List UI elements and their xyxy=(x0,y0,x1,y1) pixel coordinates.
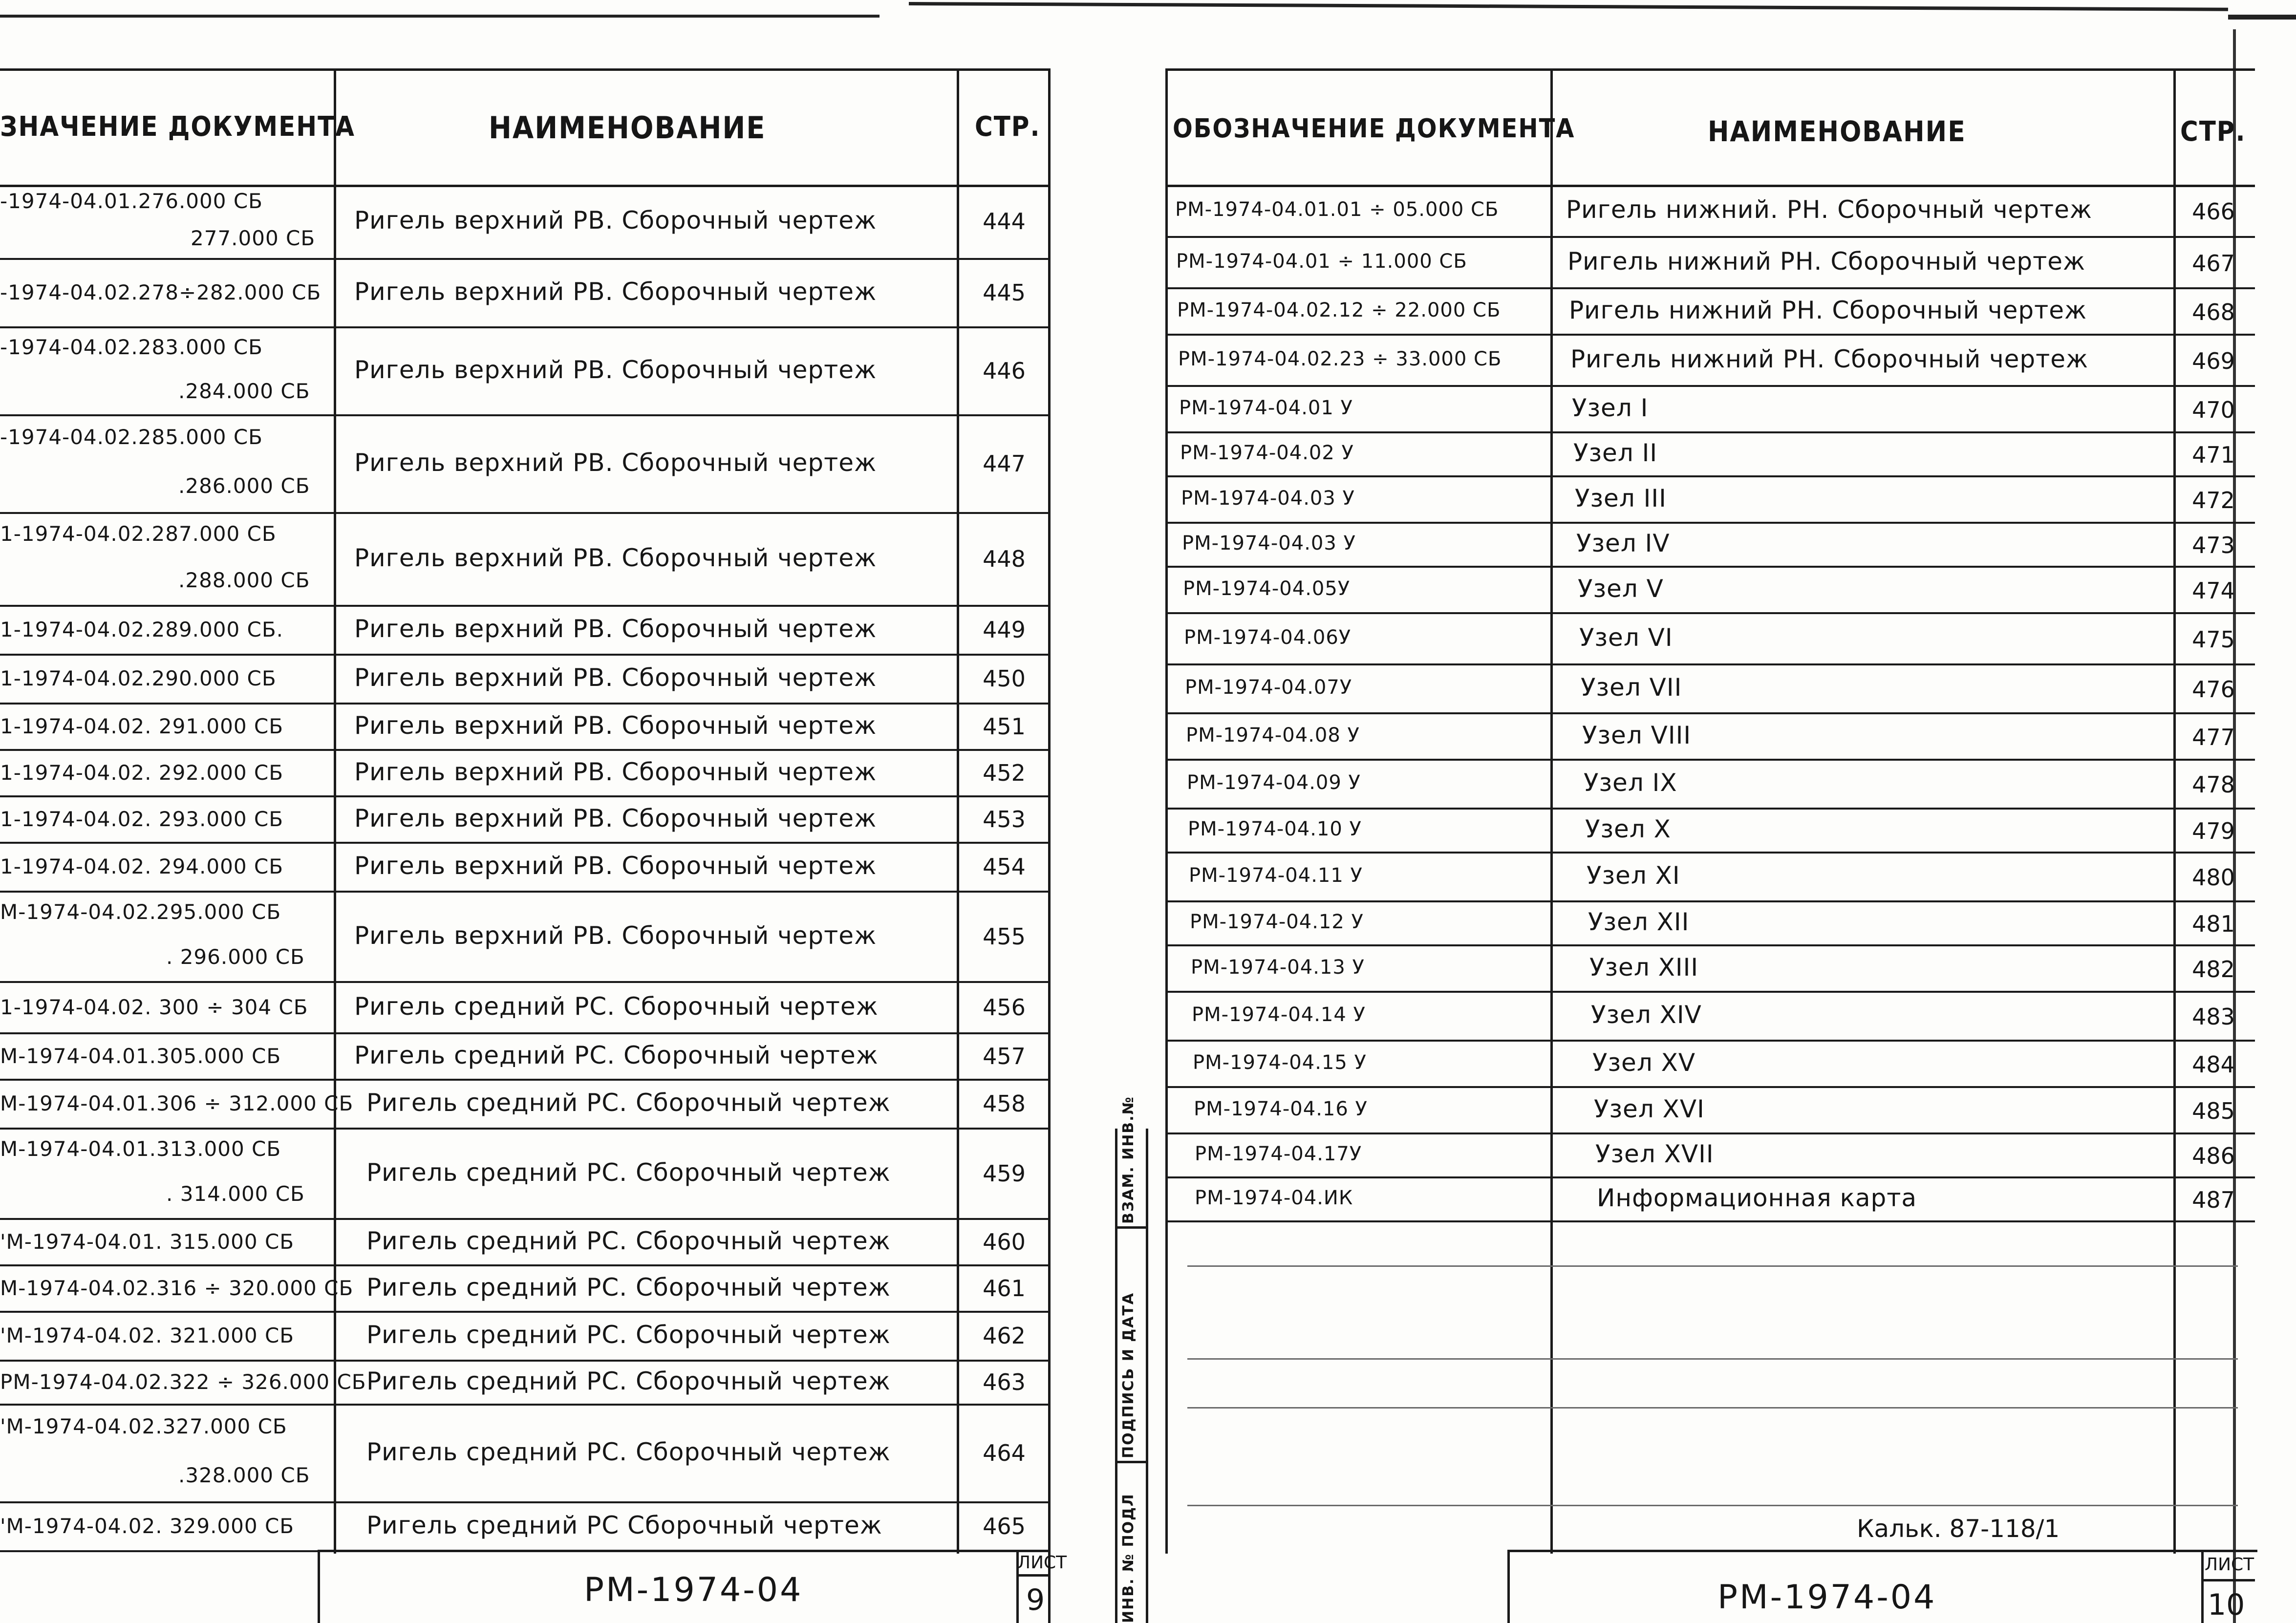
left-sheet-label: ЛИСТ xyxy=(1017,1553,1067,1573)
row-page: 480 xyxy=(2192,864,2235,891)
row-designation-cont: .284.000 СБ xyxy=(178,379,310,403)
table-row-rule xyxy=(0,1264,1051,1266)
top-border-corner xyxy=(2228,15,2296,20)
row-name: Ригель нижний РН. Сборочный чертеж xyxy=(1570,344,2089,373)
row-name: Ригель верхний РВ. Сборочный чертеж xyxy=(354,206,877,235)
row-name: Ригель средний РС. Сборочный чертеж xyxy=(366,1158,891,1187)
row-page: 452 xyxy=(983,759,1026,786)
row-name: Ригель верхний РВ. Сборочный чертеж xyxy=(354,663,877,692)
row-page: 473 xyxy=(2192,532,2235,558)
row-designation-cont: .328.000 СБ xyxy=(178,1463,310,1487)
top-border-left xyxy=(0,15,880,18)
row-name: Узел XVI xyxy=(1594,1094,1705,1123)
row-name: Ригель верхний РВ. Сборочный чертеж xyxy=(354,356,877,384)
right-sheet-label: ЛИСТ xyxy=(2205,1555,2254,1575)
row-designation: 1-1974-04.02. 292.000 СБ xyxy=(0,760,284,785)
right-header-designation: ОБОЗНАЧЕНИЕ ДОКУМЕНТА xyxy=(1173,113,1575,144)
left-table-header-bottom xyxy=(0,185,1051,187)
row-name: Ригель верхний РВ. Сборочный чертеж xyxy=(354,921,877,950)
margin-sep-1 xyxy=(1115,1226,1148,1229)
left-sheet-box-mid xyxy=(1016,1574,1051,1577)
row-designation: РМ-1974-04.16 У xyxy=(1194,1097,1368,1120)
table-row-rule xyxy=(1168,1132,2255,1134)
row-page: 445 xyxy=(983,279,1026,306)
table-row-rule xyxy=(0,1128,1051,1130)
row-page: 459 xyxy=(983,1160,1026,1187)
row-designation: 1-1974-04.02. 291.000 СБ xyxy=(0,714,284,738)
table-row-rule xyxy=(0,605,1051,607)
row-name: Ригель верхний РВ. Сборочный чертеж xyxy=(354,448,877,477)
row-page: 481 xyxy=(2192,911,2235,937)
table-row-rule xyxy=(0,891,1051,893)
left-header-page: СТР. xyxy=(975,110,1041,143)
table-row-rule xyxy=(0,749,1051,751)
margin-line-right xyxy=(1146,1129,1148,1623)
row-page: 451 xyxy=(983,713,1026,740)
row-page: 471 xyxy=(2192,442,2235,468)
row-page: 460 xyxy=(983,1228,1026,1255)
calc-reference: Кальк. 87-118/1 xyxy=(1857,1515,2060,1543)
row-designation: РМ-1974-04.01 ÷ 11.000 СБ xyxy=(1176,250,1467,273)
row-page: 476 xyxy=(2192,676,2235,703)
row-designation: М-1974-04.01.305.000 СБ xyxy=(0,1044,281,1068)
table-row-rule xyxy=(1168,663,2255,665)
row-designation: РМ-1974-04.15 У xyxy=(1193,1051,1367,1074)
right-header-page: СТР. xyxy=(2180,115,2246,148)
row-designation: РМ-1974-04.12 У xyxy=(1190,911,1364,933)
right-sheet-box-left xyxy=(2201,1550,2204,1623)
margin-label-inv: ИНВ. № ПОДЛ xyxy=(1120,1493,1137,1623)
row-name: Ригель верхний РВ. Сборочный чертеж xyxy=(354,852,877,880)
right-col-divider-1 xyxy=(1550,68,1553,1554)
row-name: Ригель средний РС. Сборочный чертеж xyxy=(366,1321,891,1349)
table-row-rule xyxy=(0,703,1051,705)
right-table-left xyxy=(1165,68,1168,1554)
table-row-rule xyxy=(0,654,1051,656)
table-row-rule xyxy=(0,326,1051,328)
table-row-rule xyxy=(0,981,1051,983)
row-designation-cont: .288.000 СБ xyxy=(178,568,310,592)
row-page: 472 xyxy=(2192,487,2235,513)
row-page: 448 xyxy=(983,546,1026,572)
row-page: 454 xyxy=(983,854,1026,880)
table-row-rule xyxy=(1168,852,2255,854)
row-page: 446 xyxy=(983,358,1026,384)
table-row-rule xyxy=(0,512,1051,514)
row-page: 447 xyxy=(983,450,1026,477)
table-row-rule xyxy=(1168,566,2255,568)
row-name: Узел I xyxy=(1572,393,1649,422)
row-designation-cont: 277.000 СБ xyxy=(191,226,316,251)
row-page: 444 xyxy=(983,208,1026,235)
row-name: Ригель средний РС. Сборочный чертеж xyxy=(354,992,879,1021)
table-row-rule xyxy=(1168,612,2255,614)
table-row-rule xyxy=(1168,287,2255,289)
row-page: 449 xyxy=(983,617,1026,643)
row-name: Ригель средний РС Сборочный чертеж xyxy=(366,1511,882,1539)
row-name: Узел VI xyxy=(1579,623,1673,652)
left-header-designation: ЗНАЧЕНИЕ ДОКУМЕНТА xyxy=(0,110,355,143)
row-page: 450 xyxy=(983,665,1026,692)
empty-rule xyxy=(1187,1265,2238,1267)
row-designation: 'М-1974-04.02. 321.000 СБ xyxy=(0,1324,295,1347)
row-designation: РМ-1974-04.07У xyxy=(1185,676,1352,699)
row-page: 455 xyxy=(983,923,1026,950)
row-designation: М-1974-04.02.316 ÷ 320.000 СБ xyxy=(0,1276,354,1300)
row-page: 475 xyxy=(2192,626,2235,653)
row-page: 482 xyxy=(2192,956,2235,982)
row-designation: РМ-1974-04.03 У xyxy=(1181,487,1355,510)
row-page: 453 xyxy=(983,806,1026,833)
row-name: Ригель средний РС. Сборочный чертеж xyxy=(366,1367,891,1395)
row-name: Ригель нижний. РН. Сборочный чертеж xyxy=(1566,195,2092,224)
row-page: 458 xyxy=(983,1090,1026,1117)
row-name: Узел IV xyxy=(1576,529,1670,557)
right-sheet-number: 10 xyxy=(2208,1588,2245,1622)
row-name: Узел VII xyxy=(1581,673,1682,702)
row-name: Ригель верхний РВ. Сборочный чертеж xyxy=(354,615,877,643)
row-page: 477 xyxy=(2192,724,2235,750)
row-name: Узел X xyxy=(1585,815,1671,843)
right-header-name: НАИМЕНОВАНИЕ xyxy=(1708,115,1966,149)
table-row-rule xyxy=(0,414,1051,416)
table-row-rule xyxy=(1168,385,2255,387)
row-designation: РМ-1974-04.03 У xyxy=(1182,532,1356,555)
table-row-rule xyxy=(0,795,1051,797)
row-page: 478 xyxy=(2192,771,2235,798)
empty-rule xyxy=(1187,1358,2238,1360)
row-designation: М-1974-04.01.306 ÷ 312.000 СБ xyxy=(0,1091,354,1115)
row-name: Ригель нижний РН. Сборочный чертеж xyxy=(1569,296,2087,324)
row-designation: РМ-1974-04.ИК xyxy=(1195,1187,1353,1209)
table-row-rule xyxy=(1168,900,2255,902)
row-designation: 1-1974-04.02. 294.000 СБ xyxy=(0,854,284,878)
row-designation-cont: . 314.000 СБ xyxy=(166,1182,305,1206)
row-name: Ригель верхний РВ. Сборочный чертеж xyxy=(354,544,877,572)
left-stamp-left xyxy=(318,1551,320,1623)
row-designation: РМ-1974-04.02.12 ÷ 22.000 СБ xyxy=(1177,299,1501,321)
table-row-rule xyxy=(1168,475,2255,477)
row-name: Ригель верхний РВ. Сборочный чертеж xyxy=(354,278,877,306)
row-name: Узел XII xyxy=(1588,908,1690,936)
row-name: Узел III xyxy=(1575,484,1667,513)
row-page: 485 xyxy=(2192,1097,2235,1124)
row-page: 465 xyxy=(983,1513,1026,1539)
row-designation: -1974-04.02.278÷282.000 СБ xyxy=(0,280,322,304)
left-col-divider-2 xyxy=(957,68,959,1554)
table-row-rule xyxy=(1168,759,2255,761)
margin-label-swap: ВЗАМ. ИНВ.№ xyxy=(1120,1096,1137,1224)
row-designation: РМ-1974-04.11 У xyxy=(1189,864,1363,887)
left-stamp-top xyxy=(318,1550,1051,1552)
table-row-rule xyxy=(1168,1176,2255,1178)
row-designation: РМ-1974-04.08 У xyxy=(1186,724,1360,747)
empty-rule xyxy=(1187,1407,2238,1409)
table-row-rule xyxy=(0,1218,1051,1220)
row-designation: РМ-1974-04.02.23 ÷ 33.000 СБ xyxy=(1178,347,1502,370)
row-name: Ригель нижний РН. Сборочный чертеж xyxy=(1567,247,2086,276)
row-designation: -1974-04.01.276.000 СБ xyxy=(0,189,263,214)
row-designation: -1974-04.02.285.000 СБ xyxy=(0,425,263,449)
row-page: 479 xyxy=(2192,818,2235,844)
table-row-rule xyxy=(0,1501,1051,1503)
row-page: 486 xyxy=(2192,1143,2235,1169)
row-page: 463 xyxy=(983,1369,1026,1395)
row-designation: 1-1974-04.02.289.000 СБ. xyxy=(0,618,284,641)
row-designation: 1-1974-04.02.287.000 СБ xyxy=(0,521,277,546)
row-designation: М-1974-04.01.313.000 СБ xyxy=(0,1136,281,1161)
right-stamp-code: РМ-1974-04 xyxy=(1717,1578,1937,1617)
row-name: Ригель средний РС. Сборочный чертеж xyxy=(366,1089,891,1117)
row-name: Узел IX xyxy=(1584,769,1677,797)
row-designation: РМ-1974-04.09 У xyxy=(1187,771,1361,794)
row-name: Узел VIII xyxy=(1582,721,1692,749)
row-designation: РМ-1974-04.02 У xyxy=(1180,442,1354,464)
table-row-rule xyxy=(1168,944,2255,946)
table-row-rule xyxy=(0,1360,1051,1362)
row-designation: 'М-1974-04.01. 315.000 СБ xyxy=(0,1229,295,1254)
row-page: 484 xyxy=(2192,1051,2235,1078)
row-page: 466 xyxy=(2192,198,2235,225)
row-designation: РМ-1974-04.01.01 ÷ 05.000 СБ xyxy=(1175,198,1499,221)
table-row-rule xyxy=(1168,334,2255,336)
table-row-rule xyxy=(0,1032,1051,1034)
right-stamp-top xyxy=(1507,1550,2257,1552)
table-row-rule xyxy=(1168,522,2255,524)
table-row-rule xyxy=(1168,1220,2255,1222)
right-col-divider-2 xyxy=(2173,68,2176,1554)
row-designation: -1974-04.02.283.000 СБ xyxy=(0,335,263,359)
row-page: 461 xyxy=(983,1275,1026,1302)
row-designation: 'М-1974-04.02.327.000 СБ xyxy=(0,1414,287,1438)
table-row-rule xyxy=(0,1079,1051,1081)
left-col-divider-1 xyxy=(334,68,336,1554)
table-row-rule xyxy=(1168,236,2255,238)
row-designation: РМ-1974-04.01 У xyxy=(1179,396,1353,419)
row-name: Узел V xyxy=(1578,574,1664,603)
row-page: 462 xyxy=(983,1323,1026,1349)
row-name: Ригель средний РС. Сборочный чертеж xyxy=(354,1041,879,1069)
row-designation-cont: .286.000 СБ xyxy=(178,474,310,498)
row-name: Узел XIV xyxy=(1591,1001,1702,1029)
row-name: Информационная карта xyxy=(1597,1184,1917,1212)
margin-sep-2 xyxy=(1115,1461,1148,1463)
row-designation: РМ-1974-04.13 У xyxy=(1191,956,1365,979)
row-designation: РМ-1974-04.05У xyxy=(1183,577,1351,600)
table-row-rule xyxy=(1168,1086,2255,1088)
left-stamp-code: РМ-1974-04 xyxy=(584,1571,803,1609)
top-border-right xyxy=(909,2,2228,11)
right-table-top xyxy=(1165,68,2255,71)
table-row-rule xyxy=(1168,808,2255,810)
table-row-rule xyxy=(1168,712,2255,714)
row-page: 467 xyxy=(2192,250,2235,277)
row-name: Ригель верхний РВ. Сборочный чертеж xyxy=(354,711,877,740)
table-row-rule xyxy=(1168,431,2255,433)
row-designation: 'М-1974-04.02. 329.000 СБ xyxy=(0,1514,295,1538)
row-designation: РМ-1974-04.06У xyxy=(1184,626,1352,649)
row-designation: РМ-1974-04.17У xyxy=(1195,1143,1362,1165)
table-row-rule xyxy=(0,258,1051,260)
row-page: 487 xyxy=(2192,1187,2235,1213)
row-designation: РМ-1974-04.02.322 ÷ 326.000 СБ xyxy=(0,1370,366,1394)
row-designation: 1-1974-04.02. 300 ÷ 304 СБ xyxy=(0,995,308,1019)
left-sheet-number: 9 xyxy=(1026,1583,1045,1617)
margin-line-left xyxy=(1115,1129,1117,1623)
row-name: Узел XVII xyxy=(1595,1140,1714,1168)
row-page: 464 xyxy=(983,1440,1026,1466)
row-name: Ригель средний РС. Сборочный чертеж xyxy=(366,1273,891,1302)
table-row-rule xyxy=(0,1404,1051,1406)
row-page: 483 xyxy=(2192,1004,2235,1030)
row-designation: М-1974-04.02.295.000 СБ xyxy=(0,899,281,924)
table-row-rule xyxy=(1168,991,2255,993)
margin-label-sign: ПОДПИСЬ И ДАТА xyxy=(1120,1292,1137,1458)
row-name: Узел XIII xyxy=(1589,953,1699,982)
row-page: 469 xyxy=(2192,347,2235,374)
row-page: 474 xyxy=(2192,577,2235,604)
empty-rule xyxy=(1187,1505,2238,1506)
table-row-rule xyxy=(1168,1040,2255,1042)
row-page: 457 xyxy=(983,1043,1026,1069)
row-name: Ригель верхний РВ. Сборочный чертеж xyxy=(354,804,877,833)
right-stamp-left xyxy=(1507,1550,1510,1623)
table-row-rule xyxy=(0,842,1051,844)
row-page: 470 xyxy=(2192,396,2235,423)
left-table-top xyxy=(0,68,1051,71)
row-page: 456 xyxy=(983,994,1026,1021)
row-page: 468 xyxy=(2192,299,2235,325)
row-designation-cont: . 296.000 СБ xyxy=(166,945,305,969)
right-sheet-box-mid xyxy=(2201,1579,2255,1581)
row-designation: 1-1974-04.02. 293.000 СБ xyxy=(0,807,284,831)
right-table-header-bottom xyxy=(1165,185,2255,187)
row-designation: 1-1974-04.02.290.000 СБ xyxy=(0,666,277,690)
row-name: Узел II xyxy=(1573,439,1658,467)
row-name: Ригель средний РС. Сборочный чертеж xyxy=(366,1226,891,1255)
row-name: Узел XV xyxy=(1592,1048,1696,1077)
table-row-rule xyxy=(0,1311,1051,1313)
row-designation: РМ-1974-04.10 У xyxy=(1188,818,1362,840)
row-designation: РМ-1974-04.14 У xyxy=(1192,1004,1366,1026)
left-header-name: НАИМЕНОВАНИЕ xyxy=(489,110,766,146)
row-name: Ригель средний РС. Сборочный чертеж xyxy=(366,1438,891,1466)
row-name: Узел XI xyxy=(1587,861,1680,890)
left-table-right xyxy=(1048,68,1051,1623)
row-name: Ригель верхний РВ. Сборочный чертеж xyxy=(354,757,877,786)
